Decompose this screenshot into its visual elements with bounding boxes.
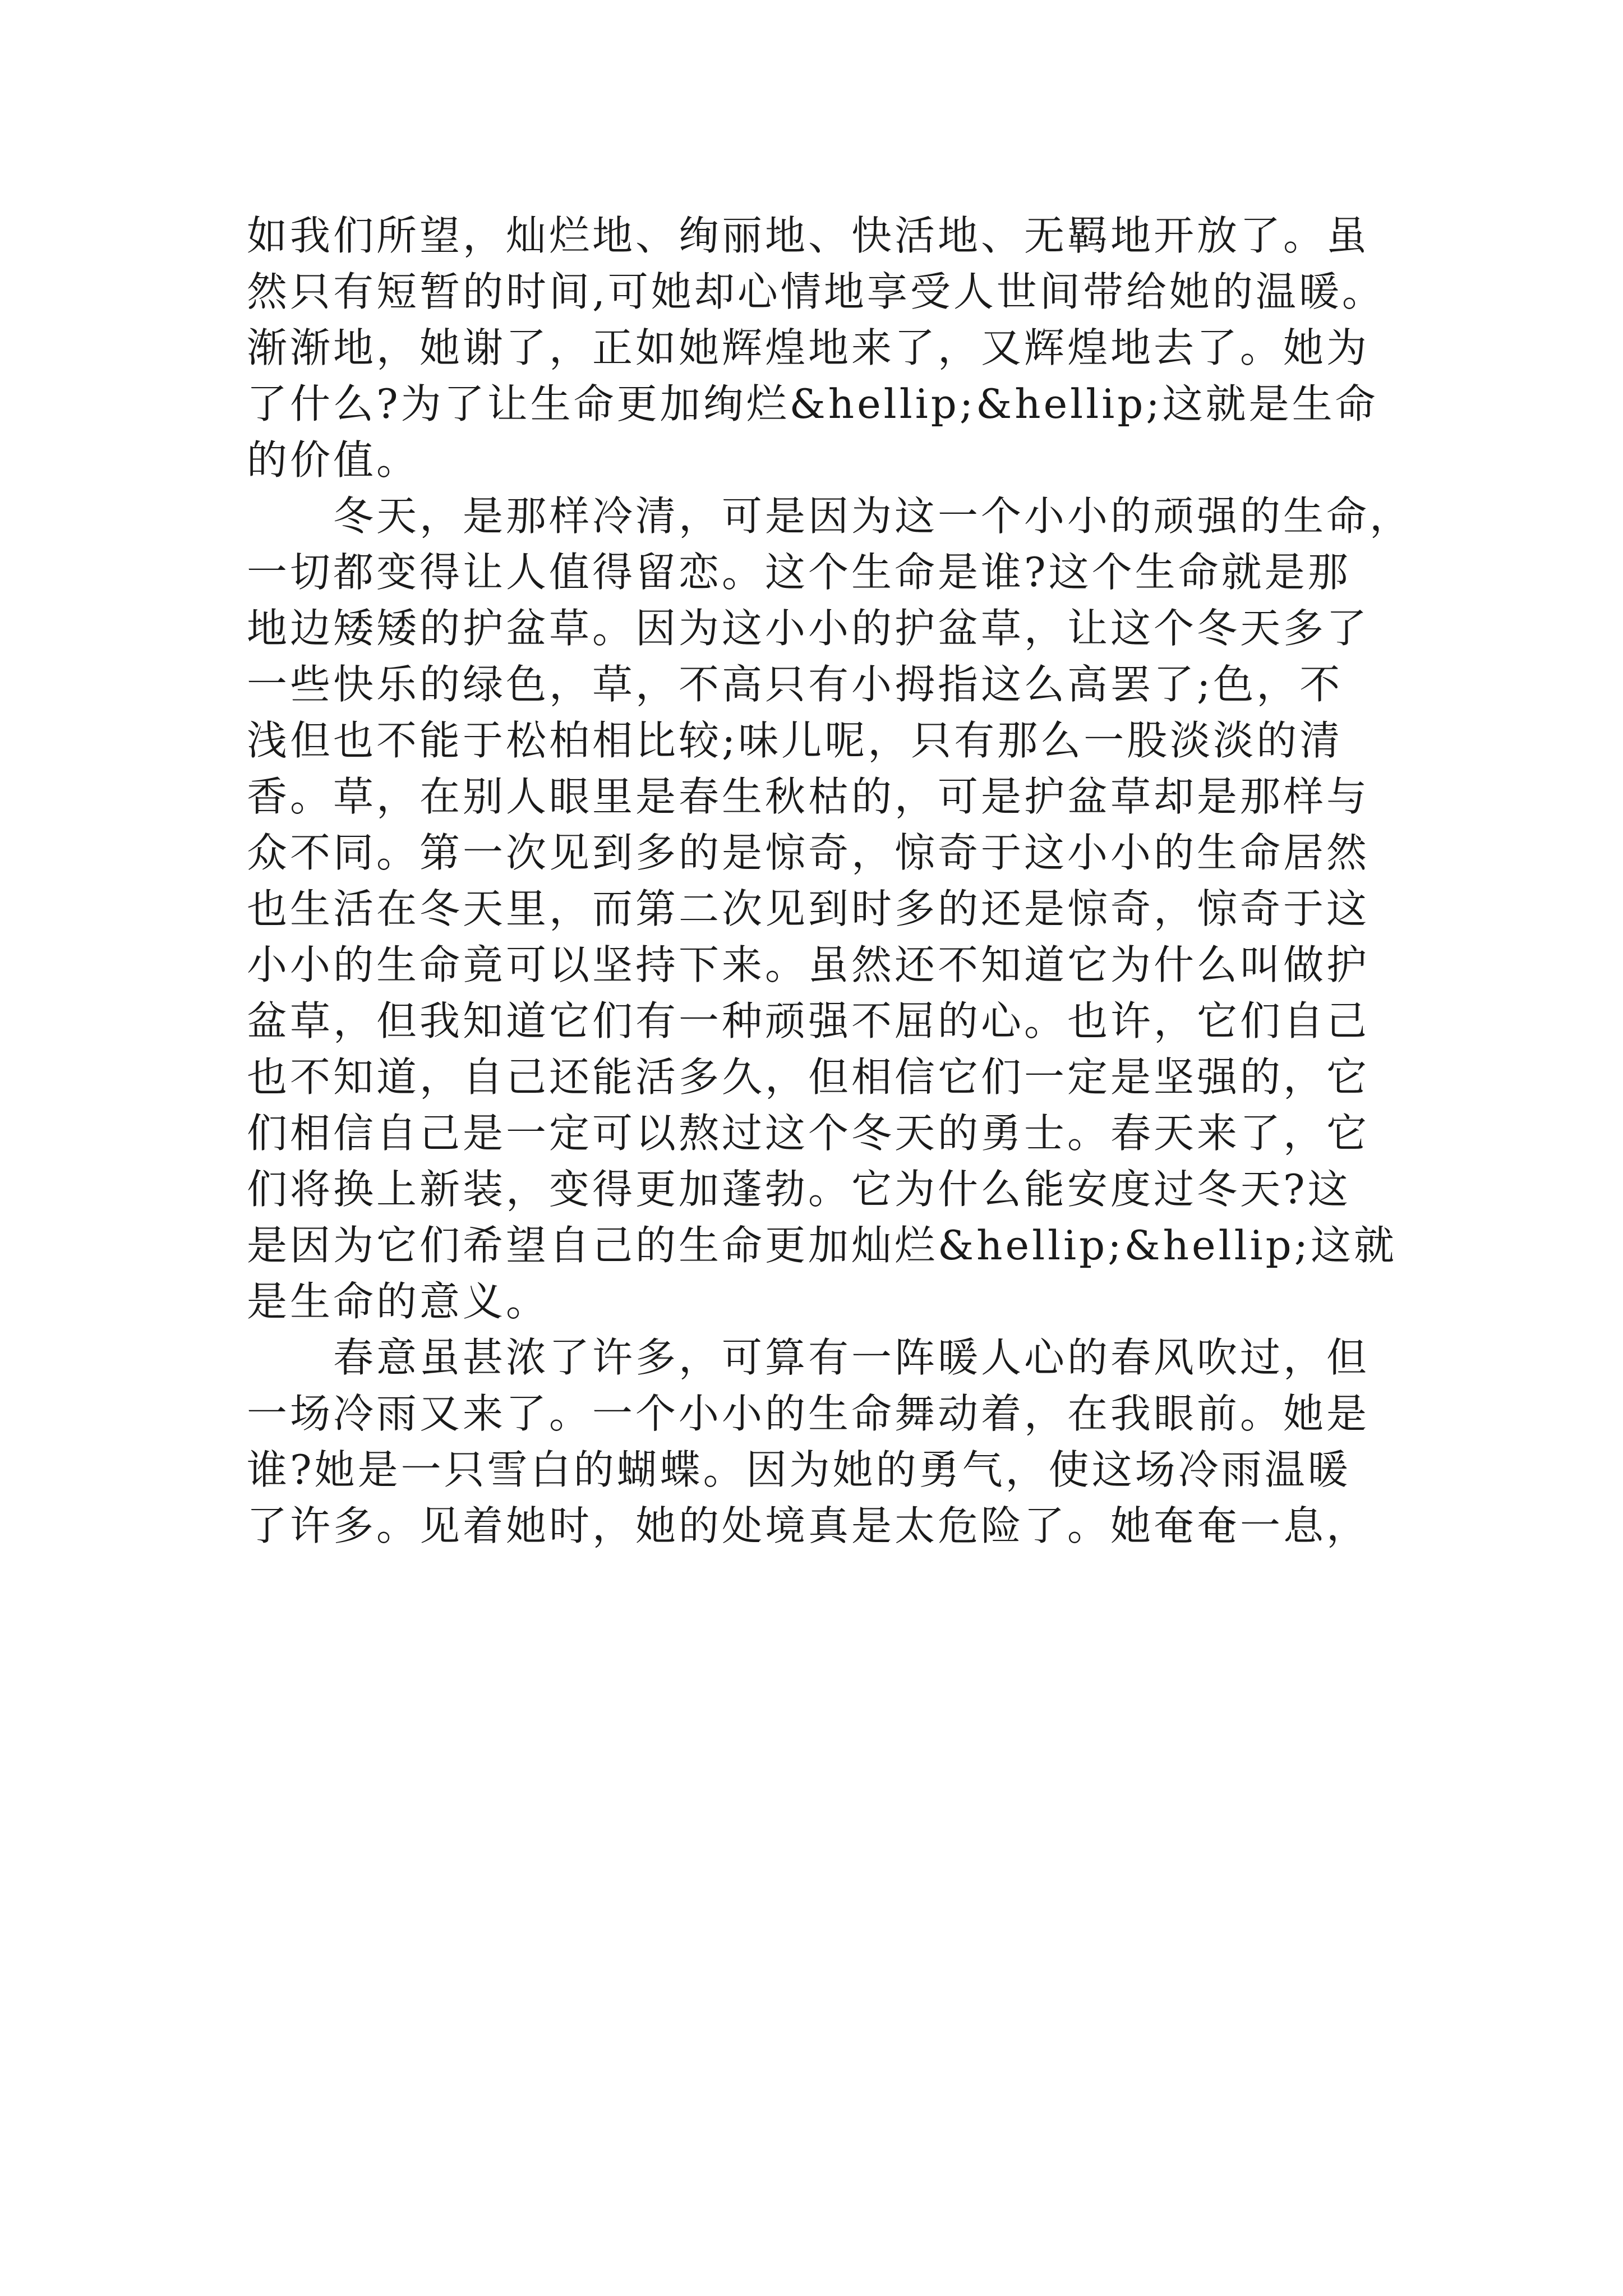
text-line: 渐渐地，她谢了，正如她辉煌地来了，又辉煌地去了。她为 [247, 324, 1370, 371]
text-line: 众不同。第一次见到多的是惊奇，惊奇于这小小的生命居然 [247, 829, 1370, 876]
text-line: 们将换上新装，变得更加蓬勃。它为什么能安度过冬天?这 [247, 1166, 1351, 1213]
text-line: 小小的生命竟可以坚持下来。虽然还不知道它为什么叫做护 [247, 941, 1370, 988]
text-line: 也不知道，自己还能活多久，但相信它们一定是坚强的，它 [247, 1053, 1370, 1101]
text-line: 是因为它们希望自己的生命更加灿烂&hellip;&hellip;这就 [247, 1222, 1398, 1269]
text-line: 也生活在冬天里，而第二次见到时多的还是惊奇，惊奇于这 [247, 885, 1370, 932]
text-line: 如我们所望，灿烂地、绚丽地、快活地、无羁地开放了。虽 [247, 212, 1370, 259]
text-line: 浅但也不能于松柏相比较;味儿呢，只有那么一股淡淡的清 [247, 717, 1343, 764]
text-line: 是生命的意义。 [247, 1278, 550, 1325]
text-line: 了什么?为了让生命更加绚烂&hellip;&hellip;这就是生命 [247, 380, 1378, 427]
text-line: 一切都变得让人值得留恋。这个生命是谁?这个生命就是那 [247, 549, 1351, 596]
text-line: 地边矮矮的护盆草。因为这小小的护盆草，让这个冬天多了 [247, 605, 1370, 652]
text-line: 一些快乐的绿色，草，不高只有小拇指这么高罢了;色，不 [247, 661, 1343, 708]
body-text [247, 208, 1413, 1554]
text-line: 一场冷雨又来了。一个小小的生命舞动着，在我眼前。她是 [247, 1390, 1370, 1437]
text-line: 盆草，但我知道它们有一种顽强不屈的心。也许，它们自己 [247, 997, 1370, 1045]
text-line: 了许多。见着她时，她的处境真是太危险了。她奄奄一息， [247, 1502, 1370, 1549]
text-line: 香。草，在别人眼里是春生秋枯的，可是护盆草却是那样与 [247, 773, 1370, 820]
paragraph-first-line: 春意虽甚浓了许多，可算有一阵暖人心的春风吹过，但 [247, 1334, 1370, 1381]
text-line: 谁?她是一只雪白的蝴蝶。因为她的勇气，使这场冷雨温暖 [247, 1446, 1351, 1493]
text-line: 然只有短暂的时间,可她却心情地享受人世间带给她的温暖。 [247, 268, 1385, 315]
paragraph-first-line: 冬天，是那样冷清，可是因为这一个小小的顽强的生命， [247, 493, 1413, 540]
text-line: 们相信自己是一定可以熬过这个冬天的勇士。春天来了，它 [247, 1110, 1370, 1157]
text-line: 的价值。 [247, 436, 420, 484]
